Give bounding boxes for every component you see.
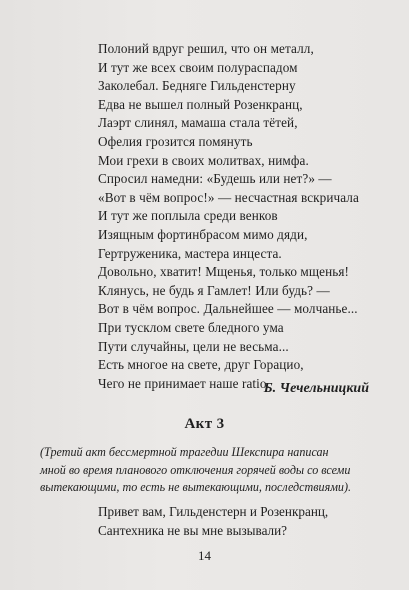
poem-line: Мои грехи в своих молитвах, нимфа. xyxy=(98,152,309,168)
poem-stanza xyxy=(98,40,398,393)
note-line: мной во время планового отключения горячей воды со всеми xyxy=(40,462,351,477)
poem-line: Лаэрт слинял, мамаша стала тётей, xyxy=(98,115,298,131)
poem-line: Заколебал. Бедняге Гильденстерну xyxy=(98,78,296,94)
poem-line: И тут же всех своим полураспадом xyxy=(98,59,298,75)
poem-line: Пути случайны, цели не весьма... xyxy=(98,338,289,354)
poem-line: Гертруженика, мастера инцеста. xyxy=(98,245,282,261)
poem-line: Клянусь, не будь я Гамлет! Или будь? — xyxy=(98,282,330,298)
act-heading: Акт 3 xyxy=(184,416,225,432)
note-line: (Третий акт бессмертной трагедии Шекспира написан xyxy=(40,445,329,459)
poem-author: Б. Чечельницкий xyxy=(263,381,369,396)
poem-line: Довольно, хватит! Мщенья, только мщенья! xyxy=(98,264,349,280)
poem-line: Полоний вдруг решил, что он металл, xyxy=(98,41,314,56)
poem-line: Офелия грозится помянуть xyxy=(98,133,253,149)
poem-line: Едва не вышел полный Розенкранц, xyxy=(98,96,303,112)
note-line: вытекающими, то есть не вытекающими, последствиями). xyxy=(40,480,352,494)
poem-line: Изящным фортинбрасом мимо дяди, xyxy=(98,226,308,242)
poem-line: Спросил намедни: «Будешь или нет?» — xyxy=(98,171,332,187)
poem-line: «Вот в чём вопрос!» — несчастная вскричала xyxy=(98,189,359,205)
page-number: 14 xyxy=(198,548,211,563)
poem-line: При тусклом свете бледного ума xyxy=(98,319,284,335)
poem-line: Вот в чём вопрос. Дальнейшее — молчанье... xyxy=(98,301,358,317)
poem-line: И тут же поплыла среди венков xyxy=(98,208,278,224)
act-note xyxy=(40,444,376,497)
poem-line: Есть многое на свете, друг Горацио, xyxy=(98,357,304,373)
couplet-line: Привет вам, Гильденстерн и Розенкранц, xyxy=(98,504,329,519)
act-couplet xyxy=(98,503,398,540)
poem-line: Чего не принимает наше ratio. xyxy=(98,375,271,391)
couplet-line: Сантехника не вы мне вызывали? xyxy=(98,522,288,538)
